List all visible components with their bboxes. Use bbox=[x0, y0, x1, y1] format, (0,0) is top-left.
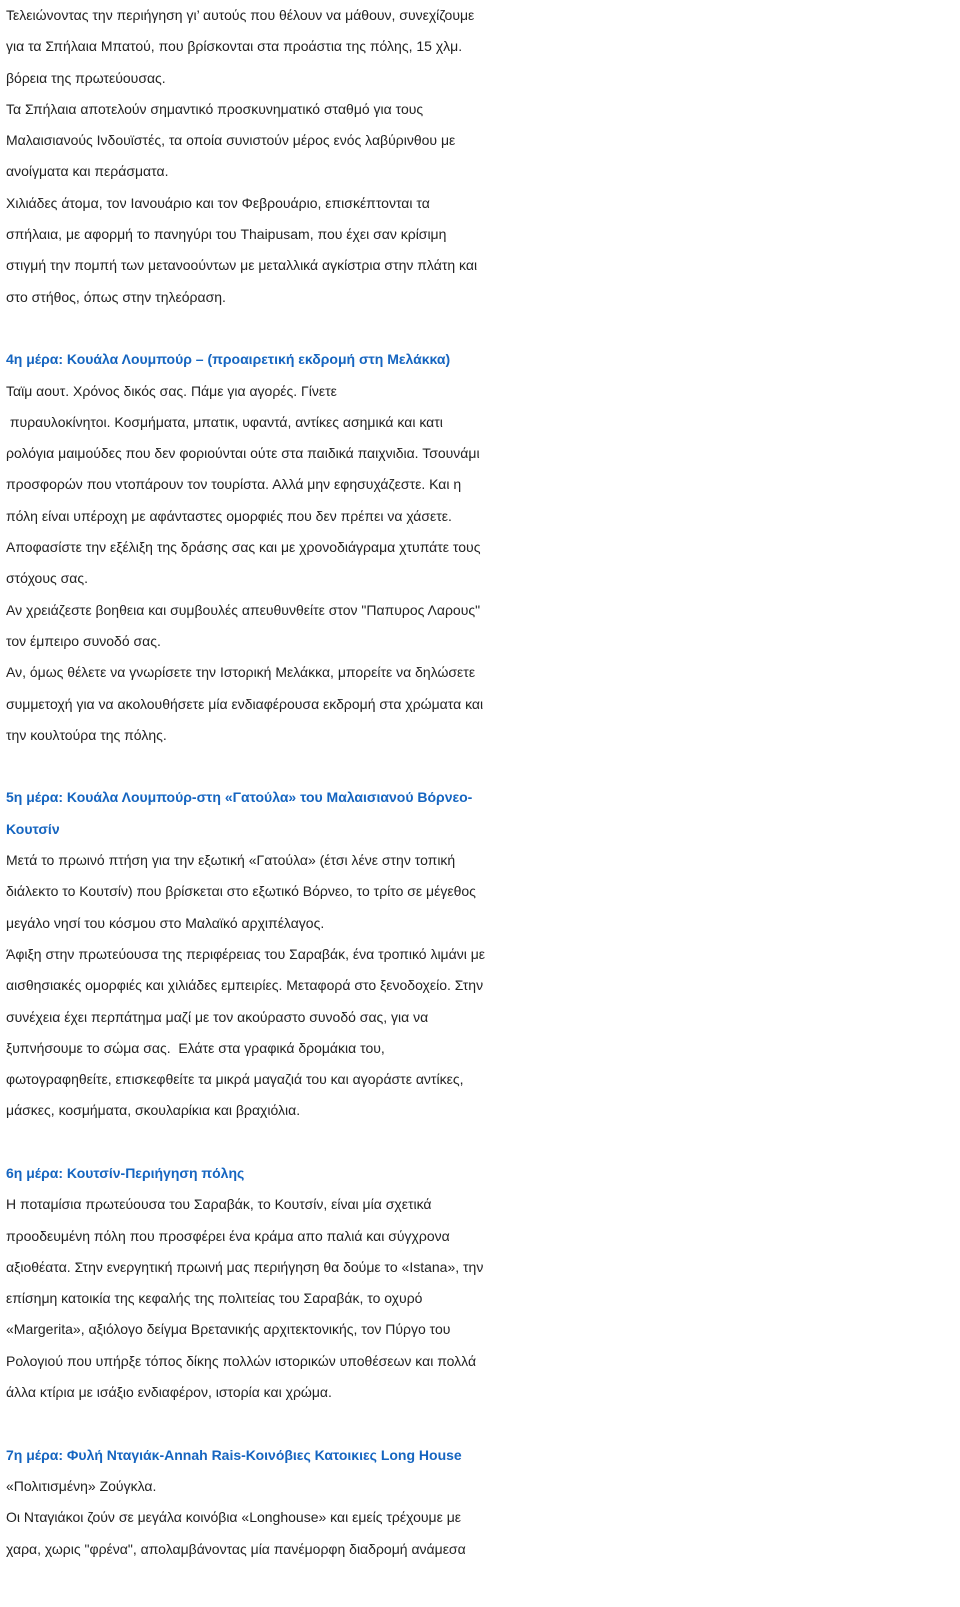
text-line: ρολόγια μαιμούδες που δεν φοριούνται ούτε στα παιδικά παιχνιδια. Τσουνάμι bbox=[6, 445, 480, 462]
text-line: μάσκες, κοσμήματα, σκουλαρίκια και βραχιόλια. bbox=[6, 1102, 301, 1119]
text-line: Ρολογιού που υπήρξε τόπος δίκης πολλών ιστορικών υποθέσεων και πολλά bbox=[6, 1352, 477, 1369]
text-line: την κουλτούρα της πόλης. bbox=[6, 726, 167, 743]
text-line: Αν, όμως θέλετε να γνωρίσετε την Ιστορική Μελάκκα, μπορείτε να δηλώσετε bbox=[6, 664, 476, 681]
paragraph-gap bbox=[6, 1408, 956, 1439]
text-line: βόρεια της πρωτεύουσας. bbox=[6, 69, 166, 86]
day7-section bbox=[6, 1440, 956, 1565]
text-line: Μετά το πρωινό πτήση για την εξωτική «Γατούλα» (έτσι λένε στην τοπική bbox=[6, 852, 456, 869]
text-line: Μαλαισιανούς Ινδουϊστές, τα οποία συνιστούν μέρος ενός λαβύρινθου με bbox=[6, 132, 456, 149]
text-line: στο στήθος, όπως στην τηλεόραση. bbox=[6, 288, 226, 305]
text-line: Χιλιάδες άτομα, τον Ιανουάριο και τον Φεβρουάριο, επισκέπτονται τα bbox=[6, 194, 430, 211]
text-line: στιγμή την πομπή των μετανοούντων με μεταλλικά αγκίστρια στην πλάτη και bbox=[6, 257, 478, 274]
text-line: «Margerita», αξιόλογο δείγμα Βρετανικής αρχιτεκτονικής, τον Πύργο του bbox=[6, 1321, 451, 1338]
text-line: Άφιξη στην πρωτεύουσα της περιφέρειας του Σαραβάκ, ένα τροπικό λιμάνι με bbox=[6, 945, 486, 962]
text-line: «Πολιτισμένη» Ζούγκλα. bbox=[6, 1477, 157, 1494]
text-line: για τα Σπήλαια Μπατού, που βρίσκονται στα προάστια της πόλης, 15 χλμ. bbox=[6, 38, 463, 55]
text-line: τον έμπειρο συνοδό σας. bbox=[6, 632, 161, 649]
paragraph-gap bbox=[6, 313, 956, 344]
text-line: Αποφασίστε την εξέλιξη της δράσης σας και με χρονοδιάγραμα χτυπάτε τους bbox=[6, 539, 481, 556]
text-line: χαρα, χωρις "φρένα", απολαμβάνοντας μία πανέμορφη διαδρομή ανάμεσα bbox=[6, 1540, 466, 1557]
text-line: επίσημη κατοικία της κεφαλής της πολιτείας του Σαραβάκ, το οχυρό bbox=[6, 1290, 423, 1307]
text-line: προσφορών που ντοπάρουν τον τουρίστα. Αλλά μην εφησυχάζεστε. Και η bbox=[6, 476, 462, 493]
text-line: αισθησιακές ομορφιές και χιλιάδες εμπειρίες. Μεταφορά στο ξενοδοχείο. Στην bbox=[6, 977, 484, 994]
day5-heading: 5η μέρα: Κουάλα Λουμπούρ-στη «Γατούλα» του Μαλαισιανού Βόρνεο- bbox=[6, 789, 473, 806]
paragraph-gap bbox=[6, 751, 956, 782]
text-line: μεγάλο νησί του κόσμου στο Μαλαϊκό αρχιπέλαγος. bbox=[6, 914, 325, 931]
text-line: Οι Νταγιάκοι ζούν σε μεγάλα κοινόβια «Longhouse» και εμείς τρέχουμε με bbox=[6, 1509, 462, 1526]
day6-section bbox=[6, 1158, 956, 1408]
document-page bbox=[6, 0, 956, 1565]
text-line: ανοίγματα και περάσματα. bbox=[6, 163, 169, 180]
day4-section bbox=[6, 344, 956, 751]
day4-heading: 4η μέρα: Κουάλα Λουμπούρ – (προαιρετική εκδρομή στη Μελάκκα) bbox=[6, 351, 451, 368]
text-line: Ταϊμ αουτ. Χρόνος δικός σας. Πάμε για αγορές. Γίνετε bbox=[6, 382, 337, 399]
day5-heading: Κουτσίν bbox=[6, 820, 60, 837]
day5-section bbox=[6, 782, 956, 1126]
day7-heading: 7η μέρα: Φυλή Νταγιάκ-Annah Rais-Κοινόβιες Κατοικιες Long House bbox=[6, 1446, 462, 1463]
paragraph-gap bbox=[6, 1127, 956, 1158]
text-line: Αν χρειάζεστε βοηθεια και συμβουλές απευθυνθείτε στον "Παπυρος Λαρους" bbox=[6, 601, 481, 618]
text-line: Τελειώνοντας την περιήγηση γι’ αυτούς που θέλουν να μάθουν, συνεχίζουμε bbox=[6, 7, 475, 23]
text-line: πυραυλοκίνητοι. Κοσμήματα, μπατικ, υφαντά, αντίκες ασημικά και κατι bbox=[6, 413, 443, 430]
text-line: σπήλαια, με αφορμή το πανηγύρι του Thaipusam, που έχει σαν κρίσιμη bbox=[6, 226, 447, 243]
text-line: Η ποταμίσια πρωτεύουσα του Σαραβάκ, το Κουτσίν, είναι μία σχετικά bbox=[6, 1196, 432, 1213]
text-line: συμμετοχή για να ακολουθήσετε μία ενδιαφέρουσα εκδρομή στα χρώματα και bbox=[6, 695, 484, 712]
text-line: αξιοθέατα. Στην ενεργητική πρωινή μας περιήγηση θα δούμε το «Istana», την bbox=[6, 1258, 484, 1275]
text-line: Τα Σπήλαια αποτελούν σημαντικό προσκυνηματικό σταθμό για τους bbox=[6, 100, 424, 117]
text-line: στόχους σας. bbox=[6, 570, 89, 587]
text-line: προοδευμένη πόλη που προσφέρει ένα κράμα απο παλιά και σύγχρονα bbox=[6, 1227, 450, 1244]
text-line: συνέχεια έχει περπάτημα μαζί με τον ακούραστο συνοδό σας, για να bbox=[6, 1008, 429, 1025]
day6-heading: 6η μέρα: Κουτσίν-Περιήγηση πόλης bbox=[6, 1164, 245, 1181]
text-line: διάλεκτο το Κουτσίν) που βρίσκεται στο εξωτικό Βόρνεο, το τρίτο σε μέγεθος bbox=[6, 883, 476, 900]
text-line: άλλα κτίρια με ισάξιο ενδιαφέρον, ιστορία και χρώμα. bbox=[6, 1384, 332, 1401]
text-line: φωτογραφηθείτε, επισκεφθείτε τα μικρά μαγαζιά του και αγοράστε αντίκες, bbox=[6, 1071, 464, 1088]
text-line: πόλη είναι υπέροχη με αφάνταστες ομορφιές που δεν πρέπει να χάσετε. bbox=[6, 507, 452, 524]
text-line: ξυπνήσουμε το σώμα σας. Ελάτε στα γραφικά δρομάκια του, bbox=[6, 1039, 385, 1056]
intro-paragraph bbox=[6, 0, 956, 313]
